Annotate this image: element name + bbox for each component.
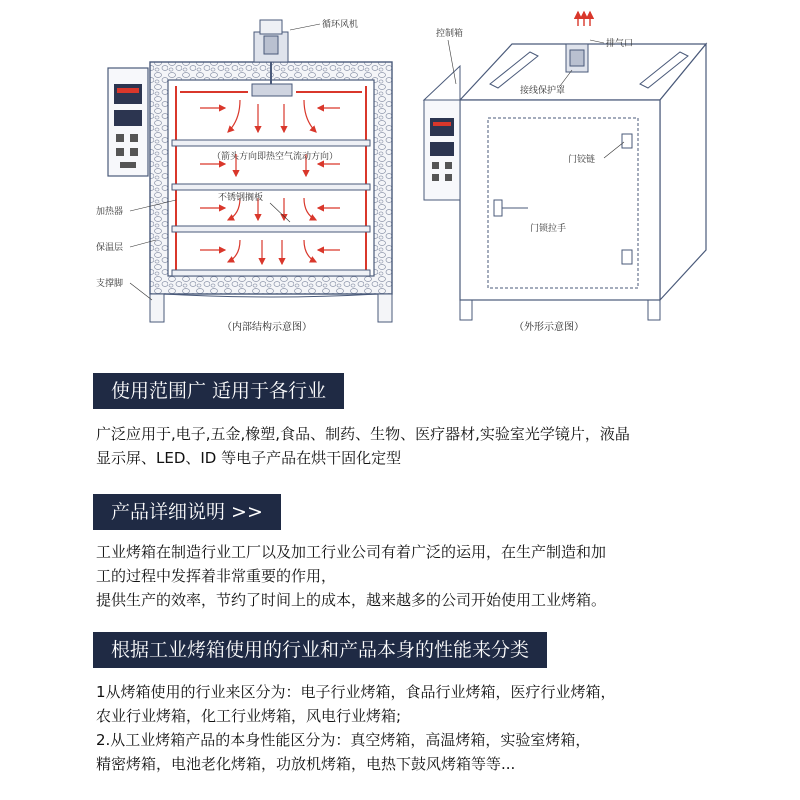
fan-motor (252, 20, 292, 96)
section-title-details: 产品详细说明 >> (93, 494, 281, 530)
section-title-usage: 使用范围广 适用于各行业 (93, 373, 344, 409)
label-fan: 循环风机 (322, 20, 359, 30)
label-handle: 门锁拉手 (530, 224, 567, 234)
text-line: 广泛应用于,电子,五金,橡塑,食品、制药、生物、医疗器材,实验室光学镜片，液晶 (96, 425, 630, 443)
section-title-classification: 根据工业烤箱使用的行业和产品本身的性能来分类 (93, 632, 547, 668)
text-line: 工业烤箱在制造行业工厂以及加工行业公司有着广泛的运用，在生产制造和加 (96, 543, 607, 561)
label-airflow-note: （箭头方向即热空气流动方向） (212, 152, 339, 162)
door-handle (494, 200, 502, 216)
left-caption: （内部结构示意图） (222, 322, 312, 333)
label-exhaust: 排气口 (606, 39, 634, 49)
control-box (424, 66, 460, 200)
text-line: 农业行业烤箱，化工行业烤箱，风电行业烤箱; (96, 707, 402, 725)
label-wiring-cover: 接线保护罩 (520, 86, 566, 96)
text-line: 精密烤箱，电池老化烤箱，功放机烤箱，电热下鼓风烤箱等等... (96, 755, 516, 773)
text-line: 2.从工业烤箱产品的本身性能区分为：真空烤箱，高温烤箱，实验室烤箱， (96, 731, 591, 749)
support-legs (150, 294, 392, 322)
section-text-usage (96, 422, 716, 470)
label-heater: 加热器 (96, 207, 124, 217)
label-hinge: 门铰链 (568, 155, 596, 165)
text-line: 提供生产的效率，节约了时间上的成本，越来越多的公司开始使用工业烤箱。 (96, 591, 607, 609)
section-text-classification (96, 680, 716, 776)
label-control-box: 控制箱 (436, 29, 464, 39)
text-line: 工的过程中发挥着非常重要的作用， (96, 567, 337, 585)
right-caption: （外形示意图） (514, 322, 584, 333)
inner-chamber (168, 80, 374, 276)
label-shelf: 不锈钢搁板 (218, 193, 264, 203)
section-text-details (96, 540, 716, 612)
control-panel-left (108, 68, 148, 176)
label-insulation: 保温层 (96, 243, 124, 253)
text-line: 1从烤箱使用的行业来区分为：电子行业烤箱，食品行业烤箱，医疗行业烤箱， (96, 683, 616, 701)
text-line: 显示屏、LED、ID 等电子产品在烘干固化定型 (96, 449, 402, 467)
exterior-view (424, 12, 706, 333)
label-support: 支撑脚 (96, 279, 124, 289)
internal-structure (96, 18, 392, 333)
oven-diagram (0, 0, 800, 340)
